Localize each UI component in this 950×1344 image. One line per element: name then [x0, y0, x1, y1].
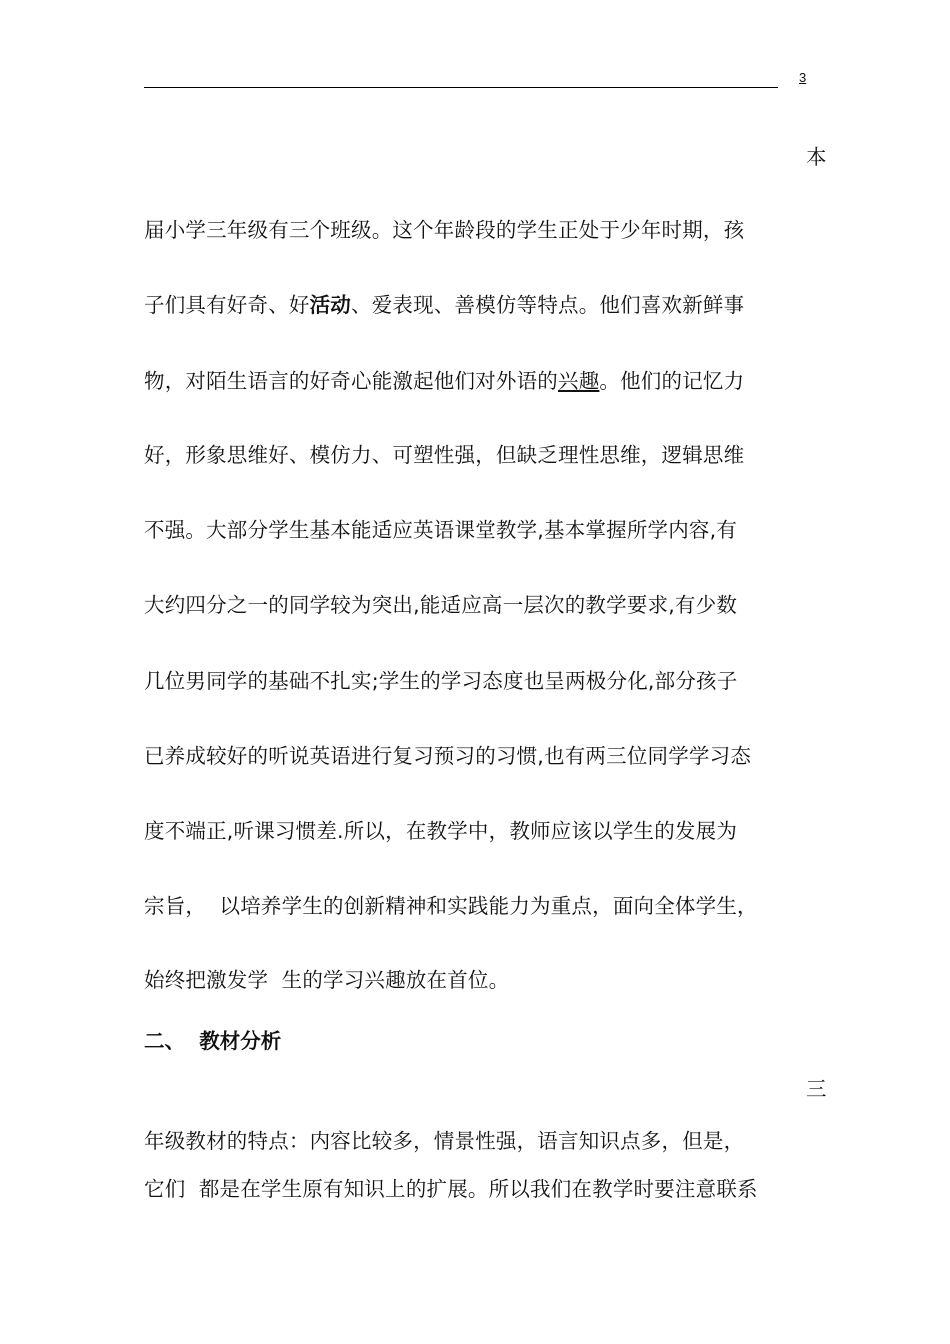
text-line: 好，形象思维好、模仿力、可塑性强，但缺乏理性思维，逻辑思维 — [144, 443, 745, 467]
text-run: 物，对陌生语言的好奇心能激起他们对外语的 — [144, 369, 558, 393]
section-heading: 二、 教材分析 — [144, 1029, 282, 1053]
text-line: 已养成较好的听说英语进行复习预习的习惯,也有两三位同学学习态 — [144, 744, 752, 768]
text-line: 始终把激发学 生的学习兴趣放在首位。 — [144, 968, 510, 992]
section-lead-char: 三 — [806, 1077, 827, 1101]
text-line: 届小学三年级有三个班级。这个年龄段的学生正处于少年时期，孩 — [144, 218, 745, 242]
paragraph-lead-char: 本 — [806, 145, 827, 169]
text-run: 。他们的记忆力 — [599, 369, 745, 393]
text-line: 宗旨， 以培养学生的创新精神和实践能力为重点，面向全体学生， — [144, 894, 758, 918]
emphasis-text: 活动 — [309, 293, 352, 317]
text-line — [144, 364, 744, 394]
header-rule — [144, 87, 778, 88]
text-line: 几位男同学的基础不扎实;学生的学习态度也呈两极分化,部分孩子 — [144, 669, 738, 693]
text-line: 年级教材的特点：内容比较多，情景性强，语言知识点多，但是， — [144, 1129, 745, 1153]
text-line: 它们 都是在学生原有知识上的扩展。所以我们在教学时要注意联系 — [144, 1177, 758, 1201]
underlined-text: 兴趣 — [558, 369, 600, 393]
page-number: 3 — [799, 70, 807, 85]
text-line: 不强。大部分学生基本能适应英语课堂教学,基本掌握所学内容,有 — [144, 518, 738, 542]
text-line: 大约四分之一的同学较为突出,能适应高一层次的教学要求,有少数 — [144, 593, 738, 617]
text-run: 、爱表现、善模仿等特点。他们喜欢新鲜事 — [351, 293, 745, 317]
text-run: 子们具有好奇、好 — [144, 293, 310, 317]
text-line — [144, 288, 744, 318]
text-line: 度不端正,听课习惯差.所以，在教学中，教师应该以学生的发展为 — [144, 819, 738, 843]
